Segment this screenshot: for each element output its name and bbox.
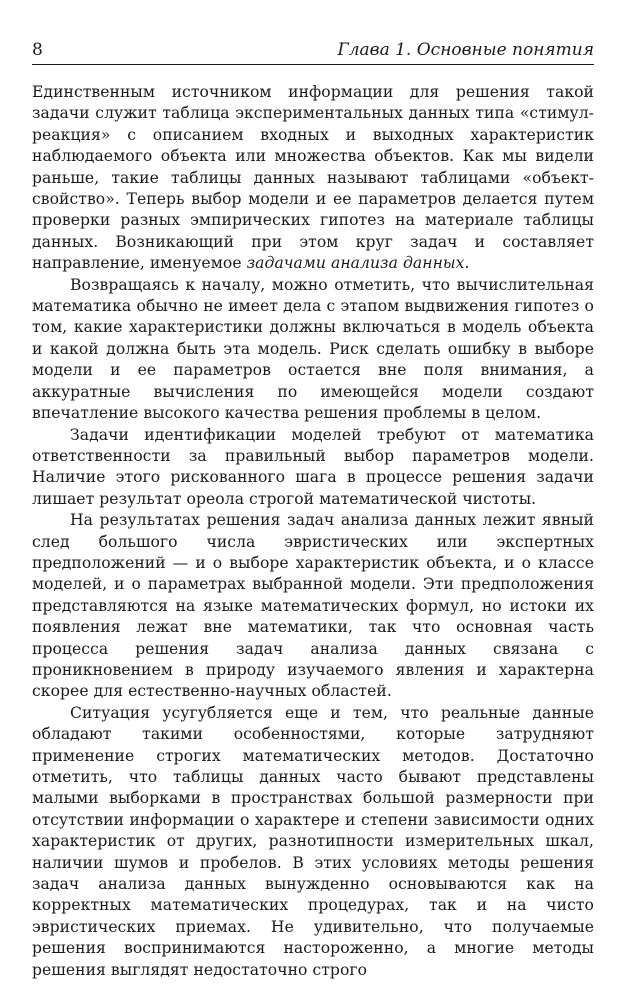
running-head (32, 40, 594, 65)
paragraph-1-emphasis: задачами анализа данных (246, 254, 465, 273)
paragraph-3: Задачи идентификации моделей требуют от математика ответственности за правильный выбор параметров модели. Наличие этого рискованного шага в процессе решения задачи лишает результат ореола строгой математической чистоты. (32, 425, 594, 508)
paragraph-5: Ситуация усугубляется еще и тем, что реальные данные обладают такими особенностями, которые затрудняют применение строгих математических методов. Достаточно отметить, что таблицы данных часто бывают представлены малыми выборками в пространствах большой размерности при отсутствии информации о характере и степени зависимости одних характеристик от других, разнотипности измерительных шкал, наличии шумов и пробелов. В этих условиях методы решения задач анализа данных вынужденно основываются как на корректных математических процедурах, так и на чисто эвристических приемах. Не удивительно, что получаемые решения воспринимаются настороженно, а многие методы решения выглядят недостаточно строго (32, 703, 594, 979)
paragraph-2: Возвращаясь к началу, можно отметить, что вычислительная математика обычно не имеет дела с этапом выдвижения гипотез о том, какие характеристики должны включаться в модель объекта и какой должна быть эта модель. Риск сделать ошибку в выборе модели и ее параметров остается вне поля внимания, а аккуратные вычисления по имеющейся модели создают впечатление высокого качества решения проблемы в целом. (32, 275, 594, 423)
paragraph-1-text: Единственным источником информации для решения такой задачи служит таблица экспериментальных данных типа «стимул-реакция» с описанием входных и выходных характеристик наблюдаемого объекта или множества объектов. Как мы видели раньше, такие таблицы данных называют таблицами «объект-свойство». Теперь выбор модели и ее параметров делается путем проверки разных эмпирических гипотез на материале таблицы данных. Возникающий при этом круг задач и составляет направление, именуемое (32, 83, 594, 273)
chapter-title: Глава 1. Основные понятия (337, 40, 594, 60)
paragraph-1-end: . (464, 254, 470, 273)
paragraph-1 (32, 82, 594, 275)
body-text (32, 82, 594, 981)
book-page (32, 40, 594, 981)
paragraph-4: На результатах решения задач анализа данных лежит явный след большого числа эвристических или экспертных предположений — и о выборе характеристик объекта, и о классе моделей, и о параметрах выбранной модели. Эти предположения представляются на языке математических формул, но истоки их появления лежат вне математики, так что основная часть процесса решения задач анализа данных связана с проникновением в природу изучаемого явления и характерна скорее для естественно-научных областей. (32, 511, 594, 701)
page-number: 8 (32, 40, 43, 60)
